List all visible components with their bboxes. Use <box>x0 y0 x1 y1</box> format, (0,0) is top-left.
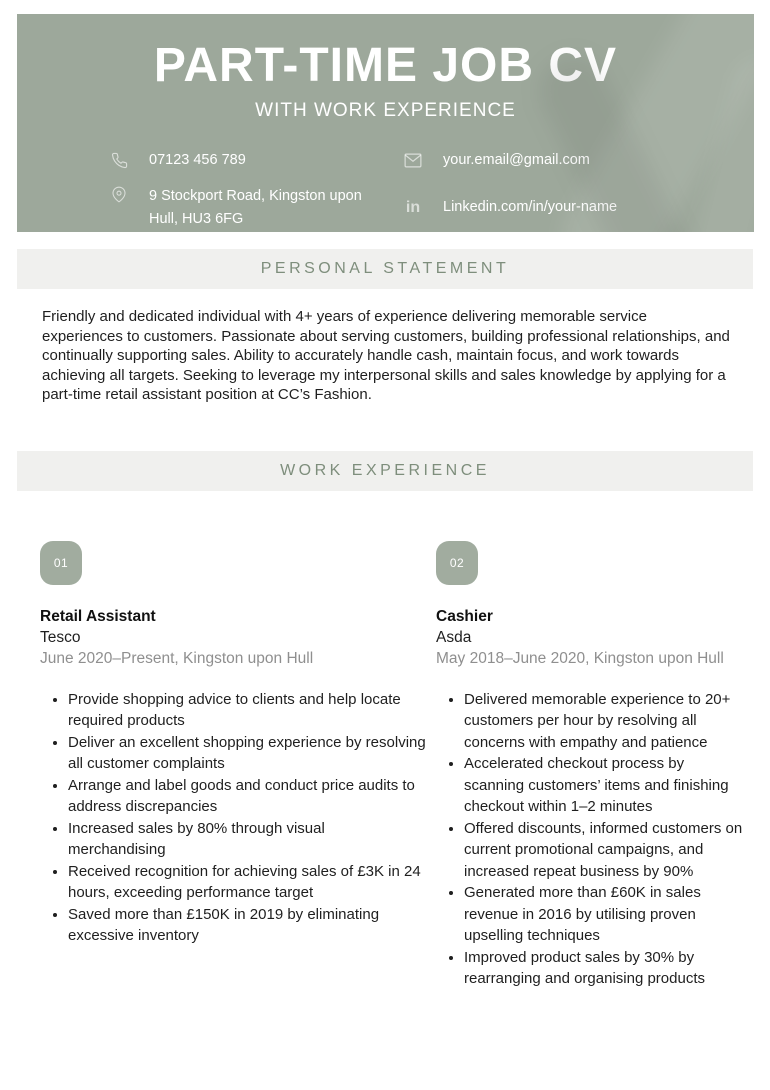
bullet-item: • Received recognition for achieving sales of £3K in 24 hours, exceeding performance target <box>68 861 426 904</box>
job-company: Asda <box>436 628 472 646</box>
bullet-item: • Delivered memorable experience to 20+ customers per hour by resolving all concerns with empathy and patience <box>464 689 744 754</box>
job-entry-retail-assistant <box>40 541 436 990</box>
page-title: PART-TIME JOB CV <box>153 39 618 92</box>
job-bullet-list <box>40 689 426 947</box>
linkedin-url[interactable]: Linkedin.com/in/your-name <box>443 199 618 216</box>
job-company: Tesco <box>40 628 81 646</box>
job-dates-location: June 2020–Present, Kingston upon Hull <box>40 649 314 667</box>
job-number-badge: 01 <box>40 541 82 585</box>
address-text: 9 Stockport Road, Kingston upon Hull, HU3 6FG <box>149 187 362 227</box>
linkedin-icon: in <box>405 198 421 216</box>
bullet-item: • Offered discounts, informed customers on current promotional campaigns, and increased repeat business by 90% <box>464 818 744 883</box>
bullet-item: • Saved more than £150K in 2019 by eliminating excessive inventory <box>68 904 426 947</box>
work-experience-heading <box>17 451 753 491</box>
bullet-item: • Provide shopping advice to clients and help locate required products <box>68 689 426 732</box>
job-number-badge: 02 <box>436 541 478 585</box>
job-columns <box>17 541 753 990</box>
bullet-item: • Accelerated checkout process by scanning customers’ items and finishing checkout within 1–2 minutes <box>464 753 744 818</box>
job-entry-cashier <box>436 541 754 990</box>
bullet-item: • Increased sales by 80% through visual merchandising <box>68 818 426 861</box>
bullet-item: • Arrange and label goods and conduct price audits to address discrepancies <box>68 775 426 818</box>
personal-statement-text: Friendly and dedicated individual with 4+ years of experience delivering memorable service experiences to customers. Passionate about serving customers, building professional relationships, and continually supporting sales. Ability to accurately handle cash, maintain focus, and work towards achieving all targets. Seeking to leverage my interpersonal skills and sales knowledge by applying for a part-time retail assistant position at CC’s Fashion. <box>42 308 730 403</box>
bullet-item: • Generated more than £60K in sales revenue in 2016 by utilising proven upselling techniques <box>464 882 744 947</box>
job-bullet-list <box>436 689 744 990</box>
personal-statement-heading <box>17 249 753 289</box>
bullet-item: • Improved product sales by 30% by rearranging and organising products <box>464 947 744 990</box>
phone-number: 07123 456 789 <box>149 151 246 168</box>
page-subtitle: WITH WORK EXPERIENCE <box>255 99 516 121</box>
job-title: Retail Assistant <box>40 607 156 625</box>
section-heading-text: PERSONAL STATEMENT <box>260 260 510 277</box>
section-heading-text: WORK EXPERIENCE <box>280 461 490 479</box>
bullet-item: • Deliver an excellent shopping experience by resolving all customer complaints <box>68 732 426 775</box>
job-title: Cashier <box>436 607 493 625</box>
job-dates-location: May 2018–June 2020, Kingston upon Hull <box>436 649 724 667</box>
email-address[interactable]: your.email@gmail.com <box>443 151 590 168</box>
